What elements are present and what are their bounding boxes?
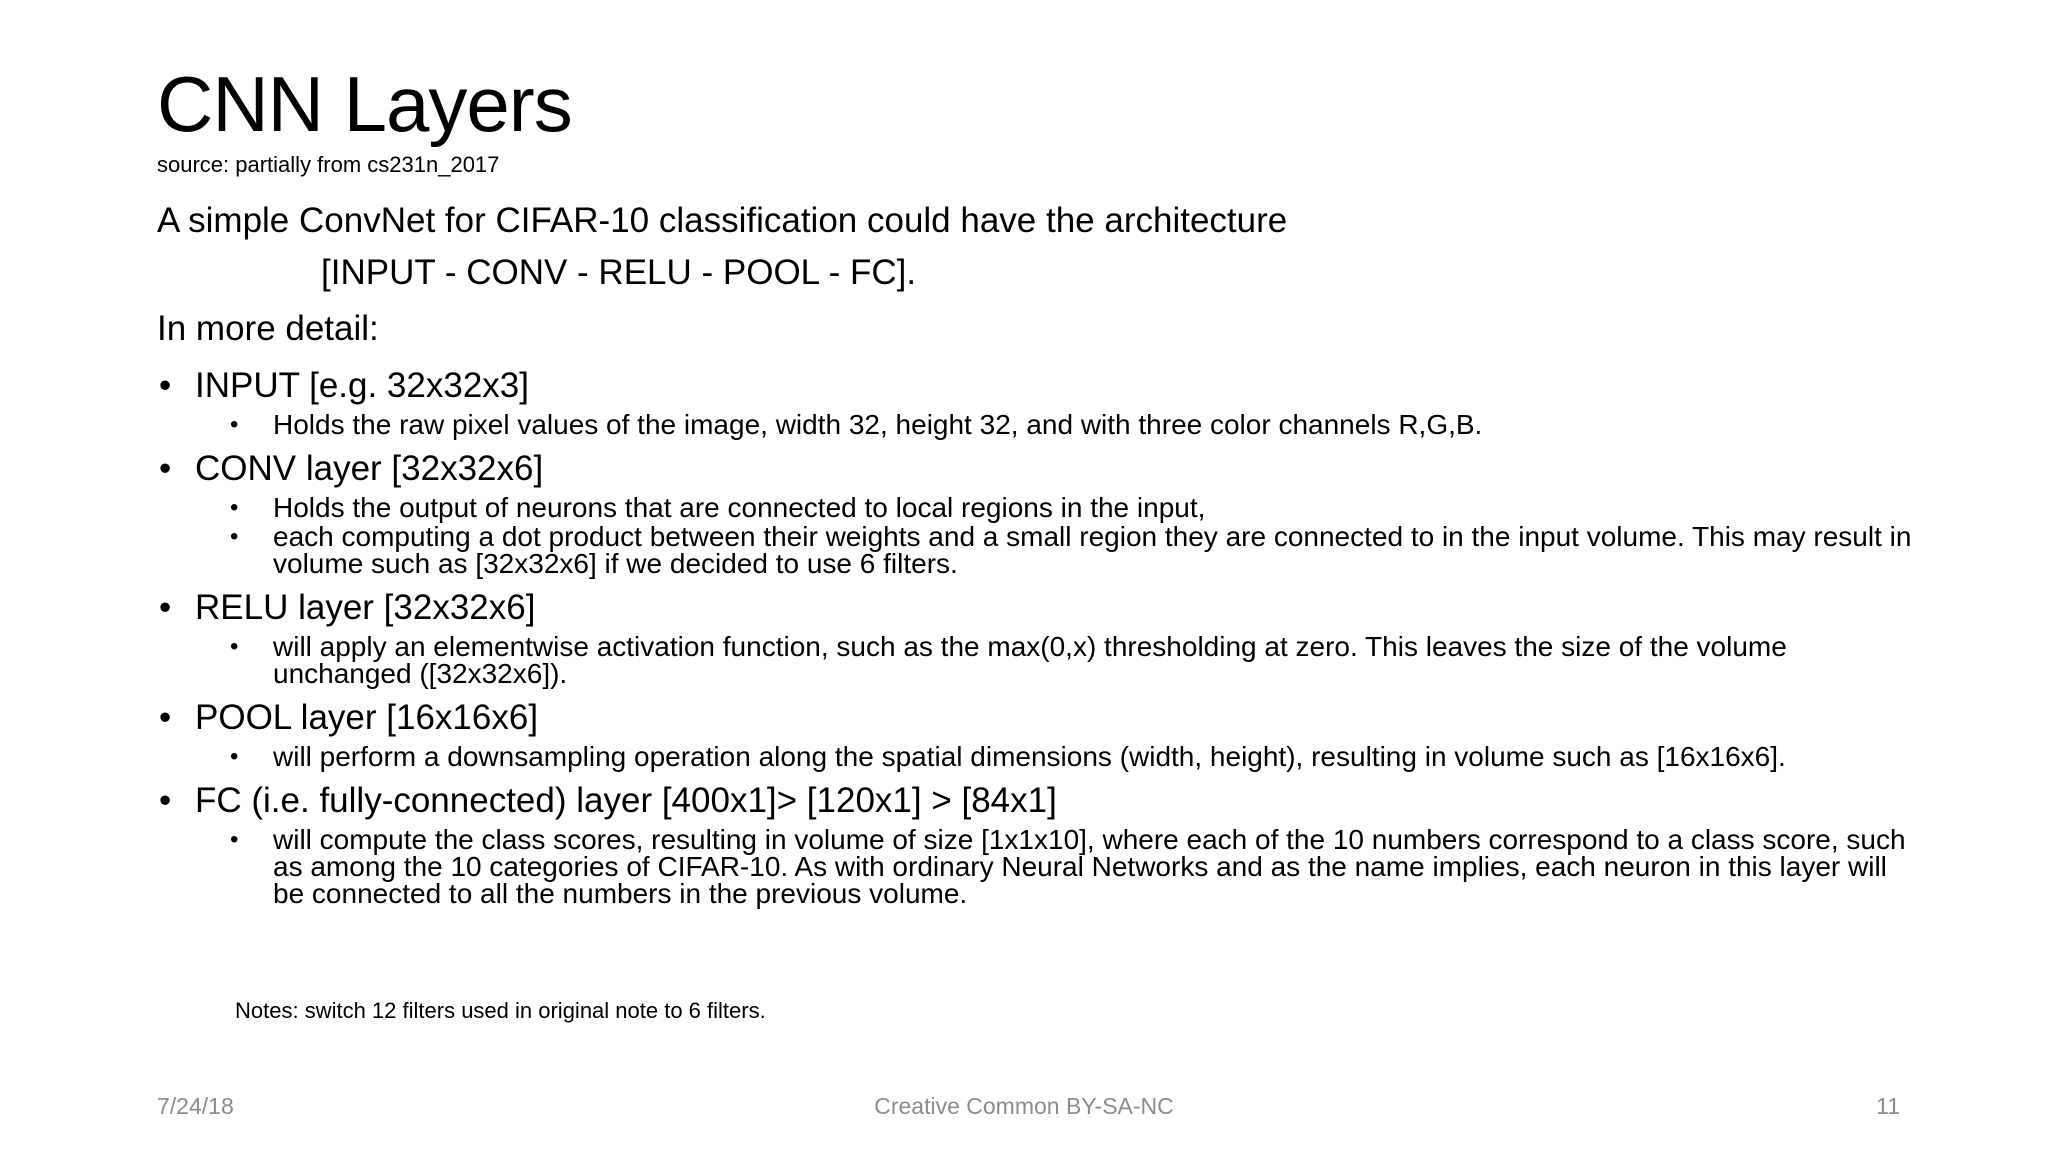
layer-points	[195, 494, 1917, 577]
layer-point	[195, 826, 1917, 907]
layer-points	[195, 411, 1917, 438]
layer-item-relu	[157, 585, 1917, 687]
layer-item-conv	[157, 446, 1917, 577]
layer-point-text: Holds the output of neurons that are connected to local regions in the input,	[273, 492, 1206, 523]
layer-points	[195, 743, 1917, 770]
layer-point-text: will apply an elementwise activation function, such as the max(0,x) thresholding at zero. This leaves the size of the volume unchanged ([32x32x6]).	[273, 631, 1787, 689]
layer-point	[195, 633, 1917, 687]
footer-date: 7/24/18	[157, 1093, 234, 1119]
sub-bullet-icon: •	[230, 743, 239, 770]
slide-notes: Notes: switch 12 filters used in original note to 6 filters.	[235, 998, 766, 1023]
layer-point-text: Holds the raw pixel values of the image, width 32, height 32, and with three color channels R,G,B.	[273, 409, 1483, 440]
bullet-icon: •	[159, 449, 172, 488]
layer-item-pool	[157, 695, 1917, 770]
layer-item-fc	[157, 778, 1917, 907]
bullet-icon: •	[159, 366, 172, 405]
layer-points	[195, 826, 1917, 907]
sub-bullet-icon: •	[230, 826, 239, 853]
sub-bullet-icon: •	[230, 523, 239, 550]
architecture-text: [INPUT - CONV - RELU - POOL - FC].	[321, 253, 917, 292]
layer-points	[195, 633, 1917, 687]
layer-point-text: each computing a dot product between their weights and a small region they are connected to in the input volume. This may result in volume such as [32x32x6] if we decided to use 6 filters.	[273, 521, 1912, 579]
slide-body	[157, 195, 1917, 911]
sub-bullet-icon: •	[230, 411, 239, 438]
detail-heading: In more detail:	[157, 309, 379, 348]
slide-subtitle: source: partially from cs231n_2017	[157, 152, 500, 177]
intro-text: A simple ConvNet for CIFAR-10 classification could have the architecture	[157, 201, 1288, 240]
sub-bullet-icon: •	[230, 633, 239, 660]
layer-heading: INPUT [e.g. 32x32x3]	[195, 366, 529, 405]
layer-point-text: will perform a downsampling operation along the spatial dimensions (width, height), resulting in volume such as [16x16x6].	[273, 741, 1786, 772]
layer-point	[195, 411, 1917, 438]
bullet-icon: •	[159, 698, 172, 737]
footer-page-number: 11	[1876, 1093, 1900, 1119]
layer-point	[195, 523, 1917, 577]
layer-heading: POOL layer [16x16x6]	[195, 698, 539, 737]
layer-point-text: will compute the class scores, resulting in volume of size [1x1x10], where each of the 10 numbers correspond to a class score, such as among the 10 categories of CIFAR-10. As with ordinary Neural Networks and as the name implies, each neuron in this layer will be connected to all the numbers in the previous volume.	[273, 824, 1906, 909]
layer-point	[195, 494, 1917, 521]
layer-heading: FC (i.e. fully-connected) layer [400x1]> [120x1] > [84x1]	[195, 781, 1057, 820]
bullet-icon: •	[159, 588, 172, 627]
layer-item-input	[157, 363, 1917, 438]
layer-point	[195, 743, 1917, 770]
bullet-icon: •	[159, 781, 172, 820]
slide-title: CNN Layers	[157, 60, 572, 148]
footer-license: Creative Common BY-SA-NC	[874, 1093, 1174, 1119]
sub-bullet-icon: •	[230, 494, 239, 521]
layer-heading: CONV layer [32x32x6]	[195, 449, 544, 488]
layer-heading: RELU layer [32x32x6]	[195, 588, 536, 627]
layer-list	[157, 363, 1917, 907]
